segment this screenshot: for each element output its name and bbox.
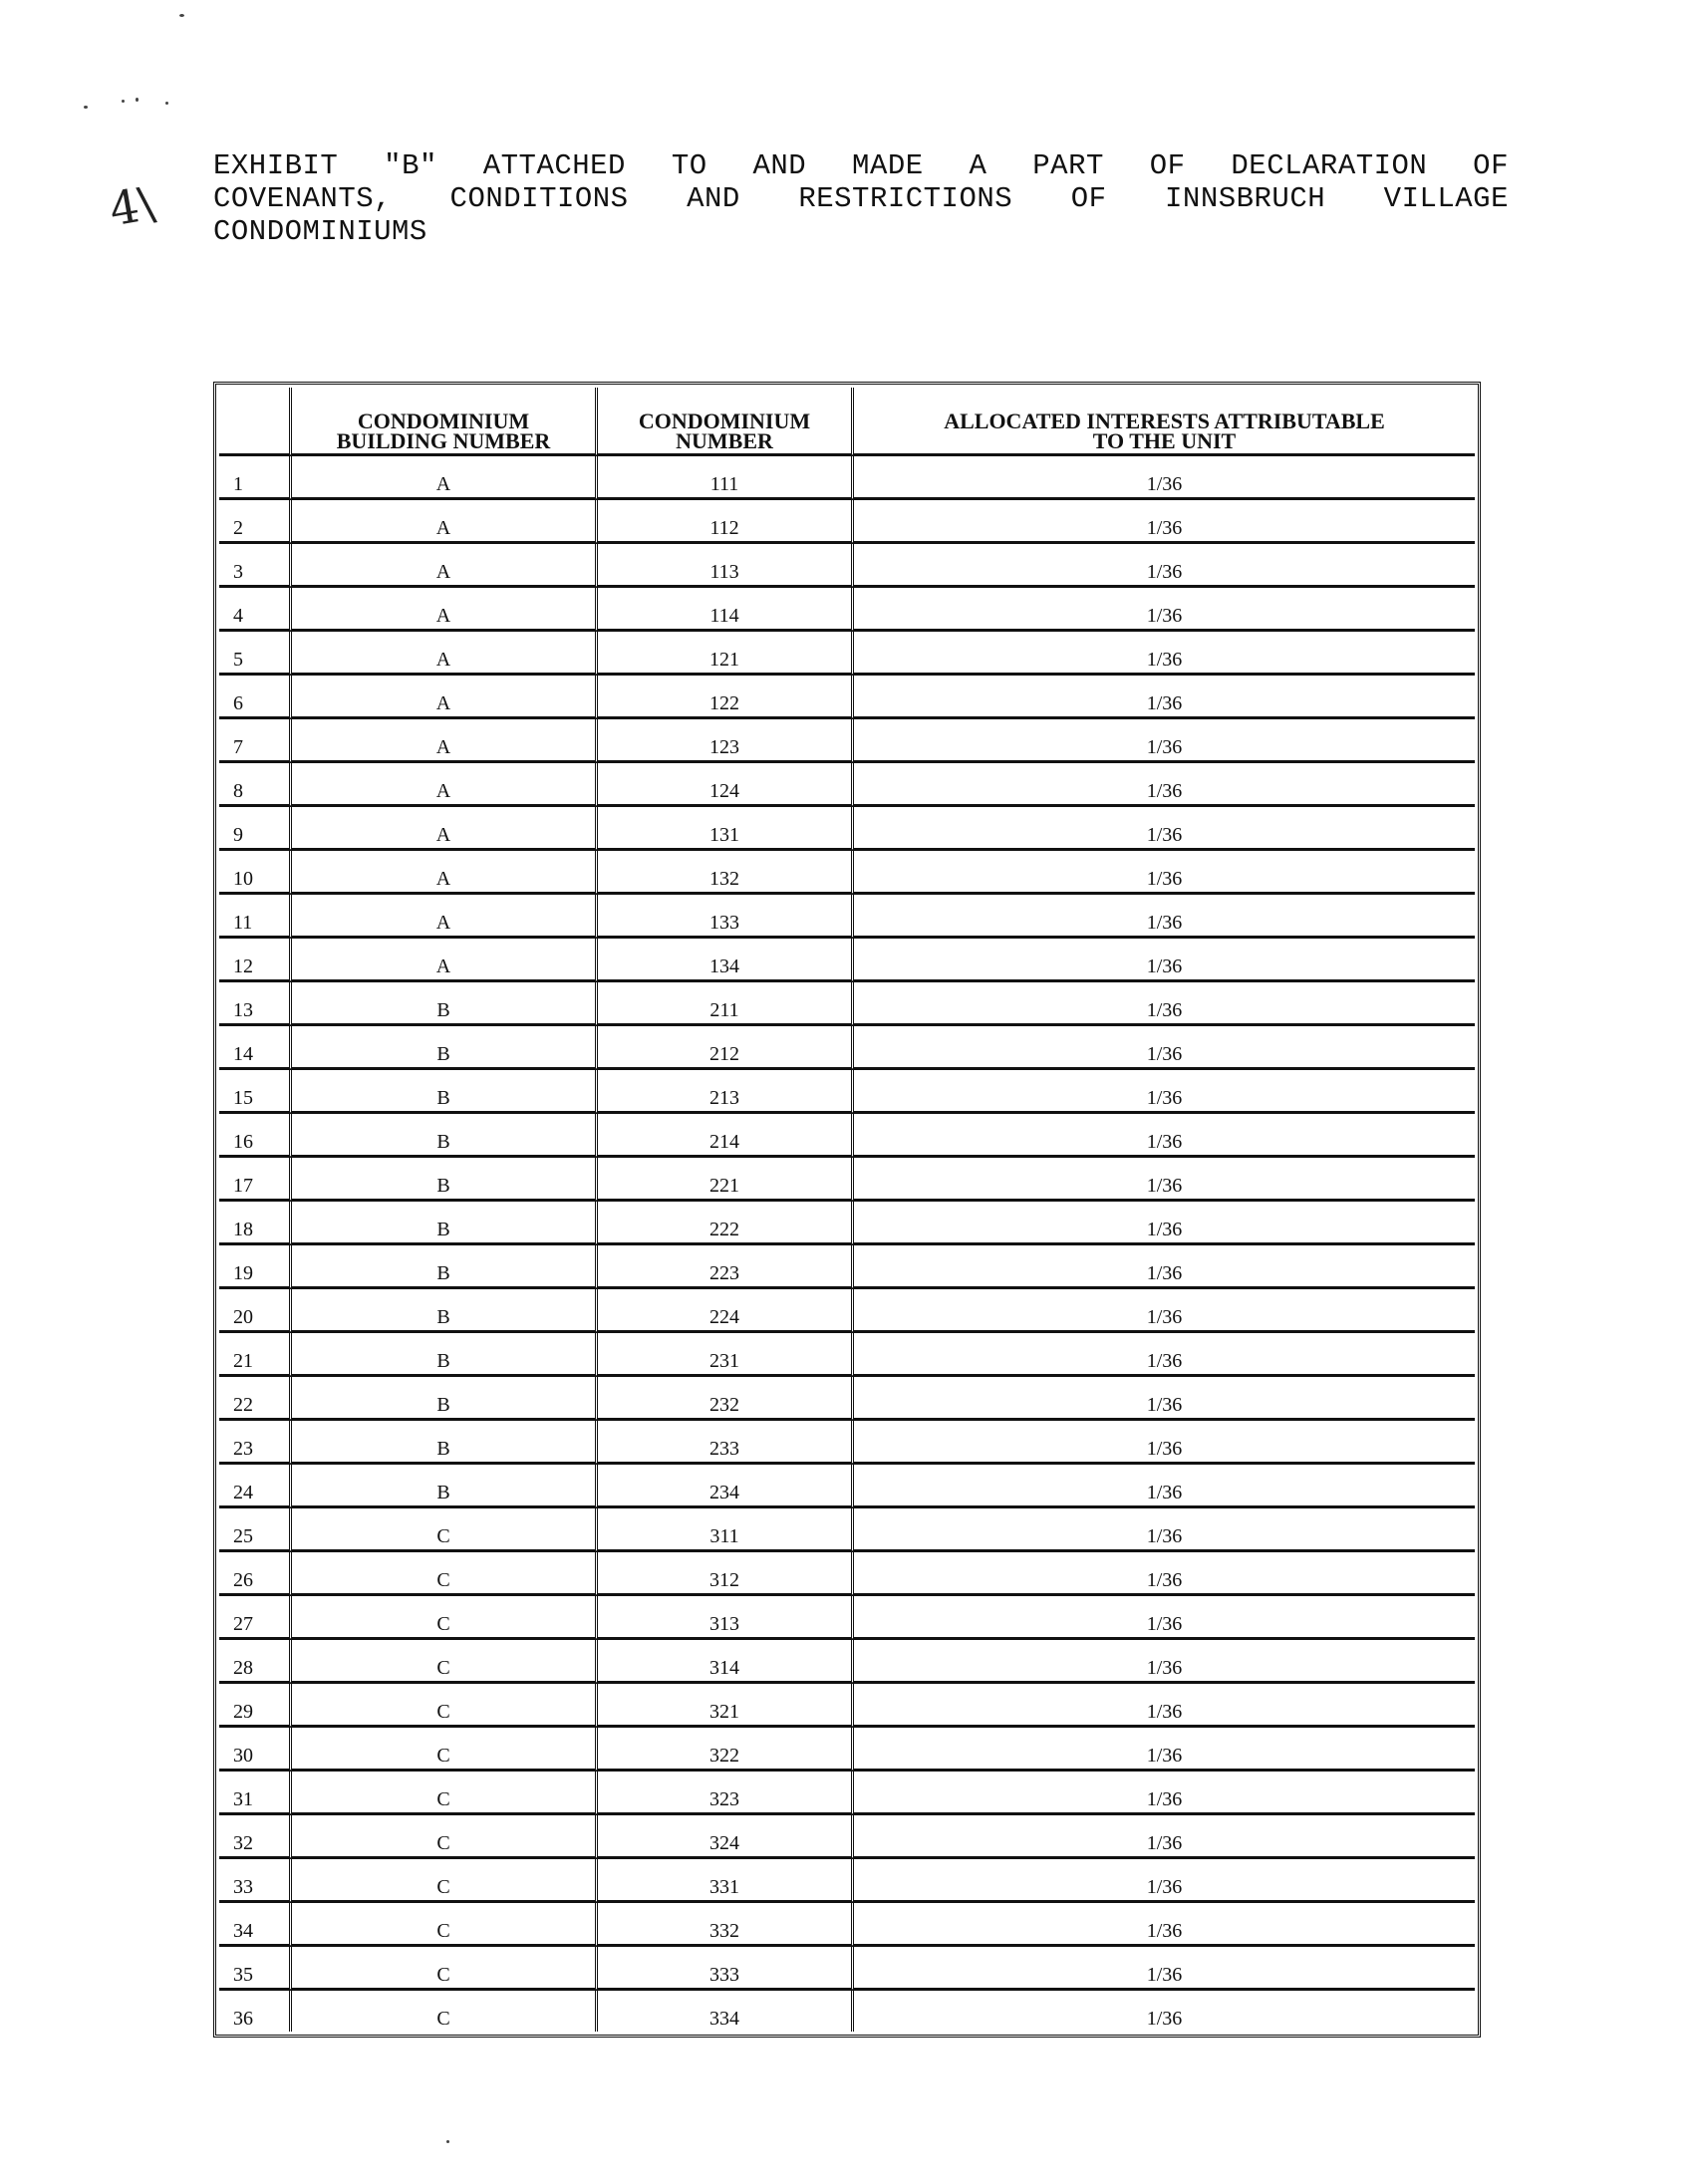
table-row — [219, 1859, 1475, 1903]
allocated-interest-cell: 1/36 — [854, 1596, 1475, 1640]
allocated-interest-cell: 1/36 — [854, 1859, 1475, 1903]
table-row — [219, 588, 1475, 632]
allocated-interest-cell: 1/36 — [854, 588, 1475, 632]
row-index-cell: 23 — [219, 1421, 292, 1465]
building-number-cell: A — [292, 500, 598, 544]
table-row — [219, 1377, 1475, 1421]
building-number-cell: A — [292, 851, 598, 895]
allocated-interest-cell: 1/36 — [854, 895, 1475, 939]
condominium-number-cell: 233 — [598, 1421, 854, 1465]
building-number-cell: A — [292, 895, 598, 939]
header-building-line-2: BUILDING NUMBER — [336, 428, 551, 453]
row-index-cell: 30 — [219, 1728, 292, 1772]
allocated-interest-cell: 1/36 — [854, 1202, 1475, 1245]
row-index-cell: 17 — [219, 1158, 292, 1202]
condominium-number-cell: 314 — [598, 1640, 854, 1684]
allocated-interest-cell: 1/36 — [854, 1289, 1475, 1333]
table-row — [219, 763, 1475, 807]
row-index-cell: 36 — [219, 1991, 292, 2032]
condominium-number-cell: 212 — [598, 1026, 854, 1070]
allocated-interest-cell: 1/36 — [854, 1465, 1475, 1508]
row-index-cell: 35 — [219, 1947, 292, 1991]
condominium-number-cell: 111 — [598, 456, 854, 500]
scan-speck — [165, 102, 168, 105]
header-allocated-interests — [854, 388, 1475, 456]
table-row — [219, 939, 1475, 982]
allocated-interest-cell: 1/36 — [854, 1114, 1475, 1158]
table-row — [219, 1333, 1475, 1377]
condominium-number-cell: 213 — [598, 1070, 854, 1114]
condominium-number-cell: 322 — [598, 1728, 854, 1772]
building-number-cell: A — [292, 807, 598, 851]
building-number-cell: C — [292, 1596, 598, 1640]
condominium-number-cell: 234 — [598, 1465, 854, 1508]
row-index-cell: 10 — [219, 851, 292, 895]
building-number-cell: C — [292, 1552, 598, 1596]
allocated-interest-cell: 1/36 — [854, 1421, 1475, 1465]
row-index-cell: 19 — [219, 1245, 292, 1289]
building-number-cell: A — [292, 676, 598, 719]
table-row — [219, 1026, 1475, 1070]
condominium-number-cell: 131 — [598, 807, 854, 851]
allocated-interest-cell: 1/36 — [854, 719, 1475, 763]
building-number-cell: A — [292, 544, 598, 588]
scan-speck — [446, 2140, 449, 2143]
building-number-cell: B — [292, 1333, 598, 1377]
table-row — [219, 982, 1475, 1026]
table-row — [219, 1596, 1475, 1640]
table-row — [219, 1465, 1475, 1508]
row-index-cell: 2 — [219, 500, 292, 544]
scan-speck — [84, 106, 88, 109]
allocated-interest-cell: 1/36 — [854, 544, 1475, 588]
row-index-cell: 7 — [219, 719, 292, 763]
building-number-cell: A — [292, 456, 598, 500]
table-row — [219, 1114, 1475, 1158]
allocation-table — [219, 388, 1475, 2032]
condominium-number-cell: 313 — [598, 1596, 854, 1640]
allocated-interest-cell: 1/36 — [854, 1158, 1475, 1202]
row-index-cell: 15 — [219, 1070, 292, 1114]
condominium-number-cell: 224 — [598, 1289, 854, 1333]
table-row — [219, 1640, 1475, 1684]
row-index-cell: 18 — [219, 1202, 292, 1245]
table-body — [219, 456, 1475, 2032]
table-row — [219, 1772, 1475, 1815]
building-number-cell: C — [292, 1991, 598, 2032]
building-number-cell: B — [292, 1158, 598, 1202]
allocated-interest-cell: 1/36 — [854, 807, 1475, 851]
building-number-cell: B — [292, 1202, 598, 1245]
row-index-cell: 16 — [219, 1114, 292, 1158]
condominium-number-cell: 223 — [598, 1245, 854, 1289]
building-number-cell: A — [292, 719, 598, 763]
building-number-cell: B — [292, 1026, 598, 1070]
condominium-number-cell: 321 — [598, 1684, 854, 1728]
row-index-cell: 20 — [219, 1289, 292, 1333]
building-number-cell: B — [292, 1245, 598, 1289]
allocated-interest-cell: 1/36 — [854, 1903, 1475, 1947]
row-index-cell: 28 — [219, 1640, 292, 1684]
row-index-cell: 27 — [219, 1596, 292, 1640]
row-index-cell: 34 — [219, 1903, 292, 1947]
allocated-interest-cell: 1/36 — [854, 1815, 1475, 1859]
condominium-number-cell: 334 — [598, 1991, 854, 2032]
row-index-cell: 26 — [219, 1552, 292, 1596]
table-row — [219, 851, 1475, 895]
header-line-1: EXHIBIT "B" ATTACHED TO AND MADE A PART OF DECLARATION OF — [213, 149, 1509, 182]
allocated-interest-cell: 1/36 — [854, 1552, 1475, 1596]
row-index-cell: 8 — [219, 763, 292, 807]
building-number-cell: A — [292, 588, 598, 632]
table-row — [219, 500, 1475, 544]
exhibit-header — [213, 149, 1509, 248]
allocated-interest-cell: 1/36 — [854, 851, 1475, 895]
table-row — [219, 1158, 1475, 1202]
header-unit-line-2: NUMBER — [676, 428, 773, 453]
allocated-interest-cell: 1/36 — [854, 1684, 1475, 1728]
table-row — [219, 1684, 1475, 1728]
condominium-number-cell: 221 — [598, 1158, 854, 1202]
allocated-interest-cell: 1/36 — [854, 1333, 1475, 1377]
row-index-cell: 11 — [219, 895, 292, 939]
condominium-number-cell: 122 — [598, 676, 854, 719]
header-line-3: CONDOMINIUMS — [213, 215, 427, 248]
allocated-interest-cell: 1/36 — [854, 1947, 1475, 1991]
row-index-cell: 12 — [219, 939, 292, 982]
building-number-cell: A — [292, 763, 598, 807]
table-row — [219, 1815, 1475, 1859]
table-row — [219, 1947, 1475, 1991]
scan-speck — [136, 98, 139, 102]
allocated-interest-cell: 1/36 — [854, 763, 1475, 807]
condominium-number-cell: 211 — [598, 982, 854, 1026]
condominium-number-cell: 222 — [598, 1202, 854, 1245]
row-index-cell: 9 — [219, 807, 292, 851]
condominium-number-cell: 331 — [598, 1859, 854, 1903]
header-interest-line-2: TO THE UNIT — [1092, 428, 1237, 453]
row-index-cell: 31 — [219, 1772, 292, 1815]
building-number-cell: C — [292, 1728, 598, 1772]
building-number-cell: C — [292, 1903, 598, 1947]
condominium-number-cell: 124 — [598, 763, 854, 807]
building-number-cell: C — [292, 1859, 598, 1903]
row-index-cell: 14 — [219, 1026, 292, 1070]
row-index-cell: 21 — [219, 1333, 292, 1377]
table-row — [219, 895, 1475, 939]
table-row — [219, 1245, 1475, 1289]
table-row — [219, 1552, 1475, 1596]
allocated-interest-cell: 1/36 — [854, 1026, 1475, 1070]
table-row — [219, 1508, 1475, 1552]
condominium-number-cell: 332 — [598, 1903, 854, 1947]
row-index-cell: 25 — [219, 1508, 292, 1552]
table-row — [219, 676, 1475, 719]
table-row — [219, 1421, 1475, 1465]
header-interest-line-1: ALLOCATED INTERESTS ATTRIBUTABLE — [944, 409, 1385, 433]
header-condominium-number — [598, 388, 854, 456]
condominium-number-cell: 214 — [598, 1114, 854, 1158]
row-index-cell: 5 — [219, 632, 292, 676]
row-index-cell: 22 — [219, 1377, 292, 1421]
building-number-cell: C — [292, 1508, 598, 1552]
condominium-number-cell: 132 — [598, 851, 854, 895]
condominium-number-cell: 133 — [598, 895, 854, 939]
allocated-interest-cell: 1/36 — [854, 1245, 1475, 1289]
condominium-number-cell: 231 — [598, 1333, 854, 1377]
handwritten-margin-mark: 4\ — [105, 175, 159, 237]
table-header-row — [219, 388, 1475, 456]
building-number-cell: B — [292, 1070, 598, 1114]
table-row — [219, 1903, 1475, 1947]
condominium-number-cell: 312 — [598, 1552, 854, 1596]
header-unit-line-1: CONDOMINIUM — [638, 409, 811, 433]
building-number-cell: C — [292, 1815, 598, 1859]
condominium-number-cell: 123 — [598, 719, 854, 763]
building-number-cell: C — [292, 1640, 598, 1684]
row-index-cell: 24 — [219, 1465, 292, 1508]
row-index-cell: 33 — [219, 1859, 292, 1903]
allocated-interest-cell: 1/36 — [854, 939, 1475, 982]
header-index — [219, 388, 292, 456]
condominium-number-cell: 324 — [598, 1815, 854, 1859]
table-row — [219, 1728, 1475, 1772]
condominium-number-cell: 323 — [598, 1772, 854, 1815]
row-index-cell: 1 — [219, 456, 292, 500]
allocated-interest-cell: 1/36 — [854, 1377, 1475, 1421]
condominium-number-cell: 112 — [598, 500, 854, 544]
scan-speck — [179, 14, 184, 17]
row-index-cell: 13 — [219, 982, 292, 1026]
building-number-cell: C — [292, 1772, 598, 1815]
condominium-number-cell: 311 — [598, 1508, 854, 1552]
building-number-cell: A — [292, 939, 598, 982]
row-index-cell: 4 — [219, 588, 292, 632]
table-row — [219, 456, 1475, 500]
table-row — [219, 1070, 1475, 1114]
allocated-interest-cell: 1/36 — [854, 456, 1475, 500]
table-row — [219, 544, 1475, 588]
condominium-number-cell: 333 — [598, 1947, 854, 1991]
allocated-interest-cell: 1/36 — [854, 982, 1475, 1026]
condominium-number-cell: 134 — [598, 939, 854, 982]
condominium-number-cell: 114 — [598, 588, 854, 632]
table-row — [219, 719, 1475, 763]
table-row — [219, 632, 1475, 676]
row-index-cell: 29 — [219, 1684, 292, 1728]
row-index-cell: 32 — [219, 1815, 292, 1859]
condominium-number-cell: 121 — [598, 632, 854, 676]
building-number-cell: A — [292, 632, 598, 676]
allocated-interest-cell: 1/36 — [854, 1070, 1475, 1114]
table-row — [219, 1202, 1475, 1245]
row-index-cell: 3 — [219, 544, 292, 588]
building-number-cell: B — [292, 1289, 598, 1333]
allocated-interest-cell: 1/36 — [854, 1728, 1475, 1772]
building-number-cell: C — [292, 1947, 598, 1991]
allocated-interest-cell: 1/36 — [854, 1772, 1475, 1815]
building-number-cell: B — [292, 1421, 598, 1465]
building-number-cell: B — [292, 1465, 598, 1508]
building-number-cell: B — [292, 1377, 598, 1421]
header-line-2: COVENANTS, CONDITIONS AND RESTRICTIONS OF INNSBRUCH VILLAGE — [213, 182, 1509, 215]
header-building-number — [292, 388, 598, 456]
allocated-interest-cell: 1/36 — [854, 1640, 1475, 1684]
allocated-interest-cell: 1/36 — [854, 500, 1475, 544]
condominium-number-cell: 113 — [598, 544, 854, 588]
allocation-table-frame — [213, 382, 1481, 2038]
table-row — [219, 1289, 1475, 1333]
building-number-cell: C — [292, 1684, 598, 1728]
allocated-interest-cell: 1/36 — [854, 632, 1475, 676]
scan-speck — [122, 100, 125, 103]
table-row — [219, 807, 1475, 851]
allocated-interest-cell: 1/36 — [854, 676, 1475, 719]
building-number-cell: B — [292, 1114, 598, 1158]
building-number-cell: B — [292, 982, 598, 1026]
allocated-interest-cell: 1/36 — [1146, 2008, 1183, 2030]
allocated-interest-cell: 1/36 — [854, 1508, 1475, 1552]
condominium-number-cell: 232 — [598, 1377, 854, 1421]
header-building-line-1: CONDOMINIUM — [357, 409, 530, 433]
table-row — [219, 1991, 1475, 2032]
row-index-cell: 6 — [219, 676, 292, 719]
